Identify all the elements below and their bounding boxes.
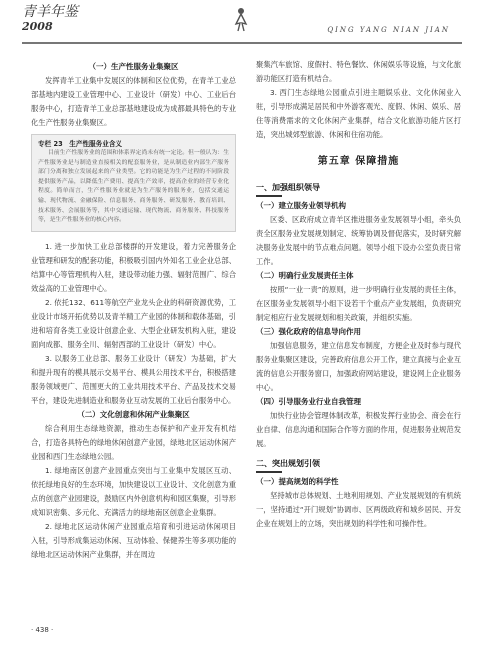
paragraph: 1. 绿地南区创意产业园重点突出与工业集中发展区互动、依托绿地良好的生态环境，加快建设以工业设计、文化创意为重点的创意产业园建设，鼓励区内外创意机构和园区集聚，引导形成知识密集、多元化、充满活力的绿地南区创意企业集群。: [31, 465, 236, 517]
paragraph: 综合利用生态绿地资源，推动生态保护和产业开发有机结合，打造各具特色的绿地休闲创意产业园，绿地北区运动休闲产业园和西门生态绿地公园。: [31, 423, 236, 461]
paragraph: 加快行业协会管理体制改革，积极发挥行业协会、商会在行业自律、信息沟通和国际合作等方面的作用，促进服务业规范发展。: [256, 411, 461, 448]
paragraph: 2. 绿地北区运动休闲产业园重点培育和引进运动休闲项目入驻，引导形成集运动休闲、互动体验、保健养生等多项功能的绿地北区运动休闲产业集群，并在周边: [31, 521, 236, 559]
running-title: QING YANG NIAN JIAN: [327, 26, 450, 34]
section-heading-planning: 二、突出规划引领: [256, 459, 320, 468]
right-column: [256, 58, 461, 531]
paragraph: 3. 以服务工业总部、服务工业设计（研发）为基础，扩大和提升现有的模具展示交易平台、模具公用技术平台，积极搭建服务领域更广、范围更大的工业共用技术平台、产品及技术交易平台，建设先进制造业和服务业互动发展的工业后台服务中心。: [31, 353, 236, 405]
box-title: 专栏 23 生产性服务业含义: [38, 140, 123, 148]
sidebar-box: [31, 134, 236, 232]
paragraph: 坚持城市总体规划、土地利用规划、产业发展规划的有机统一，坚持通过“开门规划”协调市、区两级政府和城乡居民、开发企业在规划上的立场，突出规划的科学性和可操作性。: [256, 491, 461, 528]
subheading: （四）引导服务业行业自我管理: [256, 397, 361, 406]
section-heading-culture: （二）文化创意和休闲产业集聚区: [77, 409, 190, 419]
paragraph: 1. 进一步加快工业总部楼群的开发建设，着力完善服务企业管理和研发的配套功能，积极吸引国内外知名工业企业总部、结算中心等管理机构入驻，建设带动能力强、辐射范围广、综合效益高的工业管理中心。: [31, 241, 236, 293]
header-rule: [22, 42, 462, 44]
paragraph: 区委、区政府成立青羊区推进服务业发展领导小组，牵头负责全区服务业发展规划制定、统筹协调及督促落实，及时研究解决服务业发展中的节点难点问题。领导小组下设办公室负责日常工作。: [256, 215, 461, 266]
page-number: · 438 ·: [31, 626, 54, 634]
subheading: （二）明确行业发展责任主体: [256, 271, 354, 280]
heading-underline: [256, 195, 282, 197]
subheading: （一）提高规划的科学性: [256, 477, 339, 486]
subheading: （一）建立服务业领导机构: [256, 201, 346, 210]
logo-year: 2008: [22, 20, 53, 33]
page-header: [0, 0, 480, 42]
paragraph: 3. 西门生态绿地公园重点引进主题娱乐业、文化休闲业入驻，引导形成满足居民和中外游客观光、度假、休闲、娱乐、居住等消费需求的文化休闲产业集群，结合文化旅游功能片区打造，突出城郊型旅游、休闲和住宿功能。: [256, 88, 461, 139]
paragraph: 发挥青羊工业集中发展区的体制和区位优势，在青羊工业总部基地内建设工业管理中心、工业设计（研发）中心、工业后台服务中心，打造青羊工业总部基地建设成为成都最具特色的专业化生产性服务业集聚区。: [31, 76, 236, 127]
figure-ornament-icon: [230, 6, 252, 32]
chapter-title: 第五章 保障措施: [317, 156, 400, 167]
subheading: （三）强化政府的信息导向作用: [256, 327, 361, 336]
yearbook-logo: [22, 5, 112, 37]
box-text: 目前生产性服务业的范围和体系界定尚未有统一定论。但一般认为：生产性服务业是与制造业直接相关的配套服务业，是从制造业内部生产服务部门分离和独立发展起来的产业类型。它的功能是为生产过程的不同阶段提供服务产品，以降低生产费用、提高生产效率，提高企业的经营专业化程度。简单而言，生产性服务业就是为生产服务的服务业，包括交通运输、现代物流、金融保险、信息服务、商务服务、研发服务、教育培训、技术服务、会展服务等，其中交通运输、现代物流、商务服务、科技服务等，是生产性服务业的核心内容。: [38, 150, 229, 224]
section-heading-organization: 一、加强组织领导: [256, 183, 320, 192]
section-heading-production: （一）生产性服务业集聚区: [88, 62, 179, 71]
paragraph: 加强信息服务，建立信息发布制度，方便企业及时参与现代服务业集聚区建设，完善政府信息公开工作，建立真接与企业互流的信息公开服务窗口，加强政府网站建设，建设网上企业服务中心。: [256, 341, 461, 392]
heading-underline: [256, 471, 282, 473]
logo-title: 青羊年鉴: [22, 4, 78, 20]
paragraph: 2. 依托132、611等航空产业龙头企业的科研资源优势，工业设计市场开拓优势以及青羊精工产业园的体制和载体基础，引进和培育各类工业设计创意企业、大型企业研发机构入驻，建设面向成都、服务全川、辐射西部的工业设计（研发）中心。: [31, 297, 236, 349]
paragraph: 按照“一业一责”的原则，进一步明确行业发展的责任主体，在区服务业发展领导小组下设若干个重点产业发展组，负责研究制定相应行业发展规划和相关政策，并组织实施。: [256, 285, 461, 322]
paragraph: 聚集汽车旅馆、度假村、特色餐饮、休闲娱乐等设施，与文化旅游功能区打造有机结合。: [256, 60, 461, 83]
left-column: [31, 60, 236, 562]
